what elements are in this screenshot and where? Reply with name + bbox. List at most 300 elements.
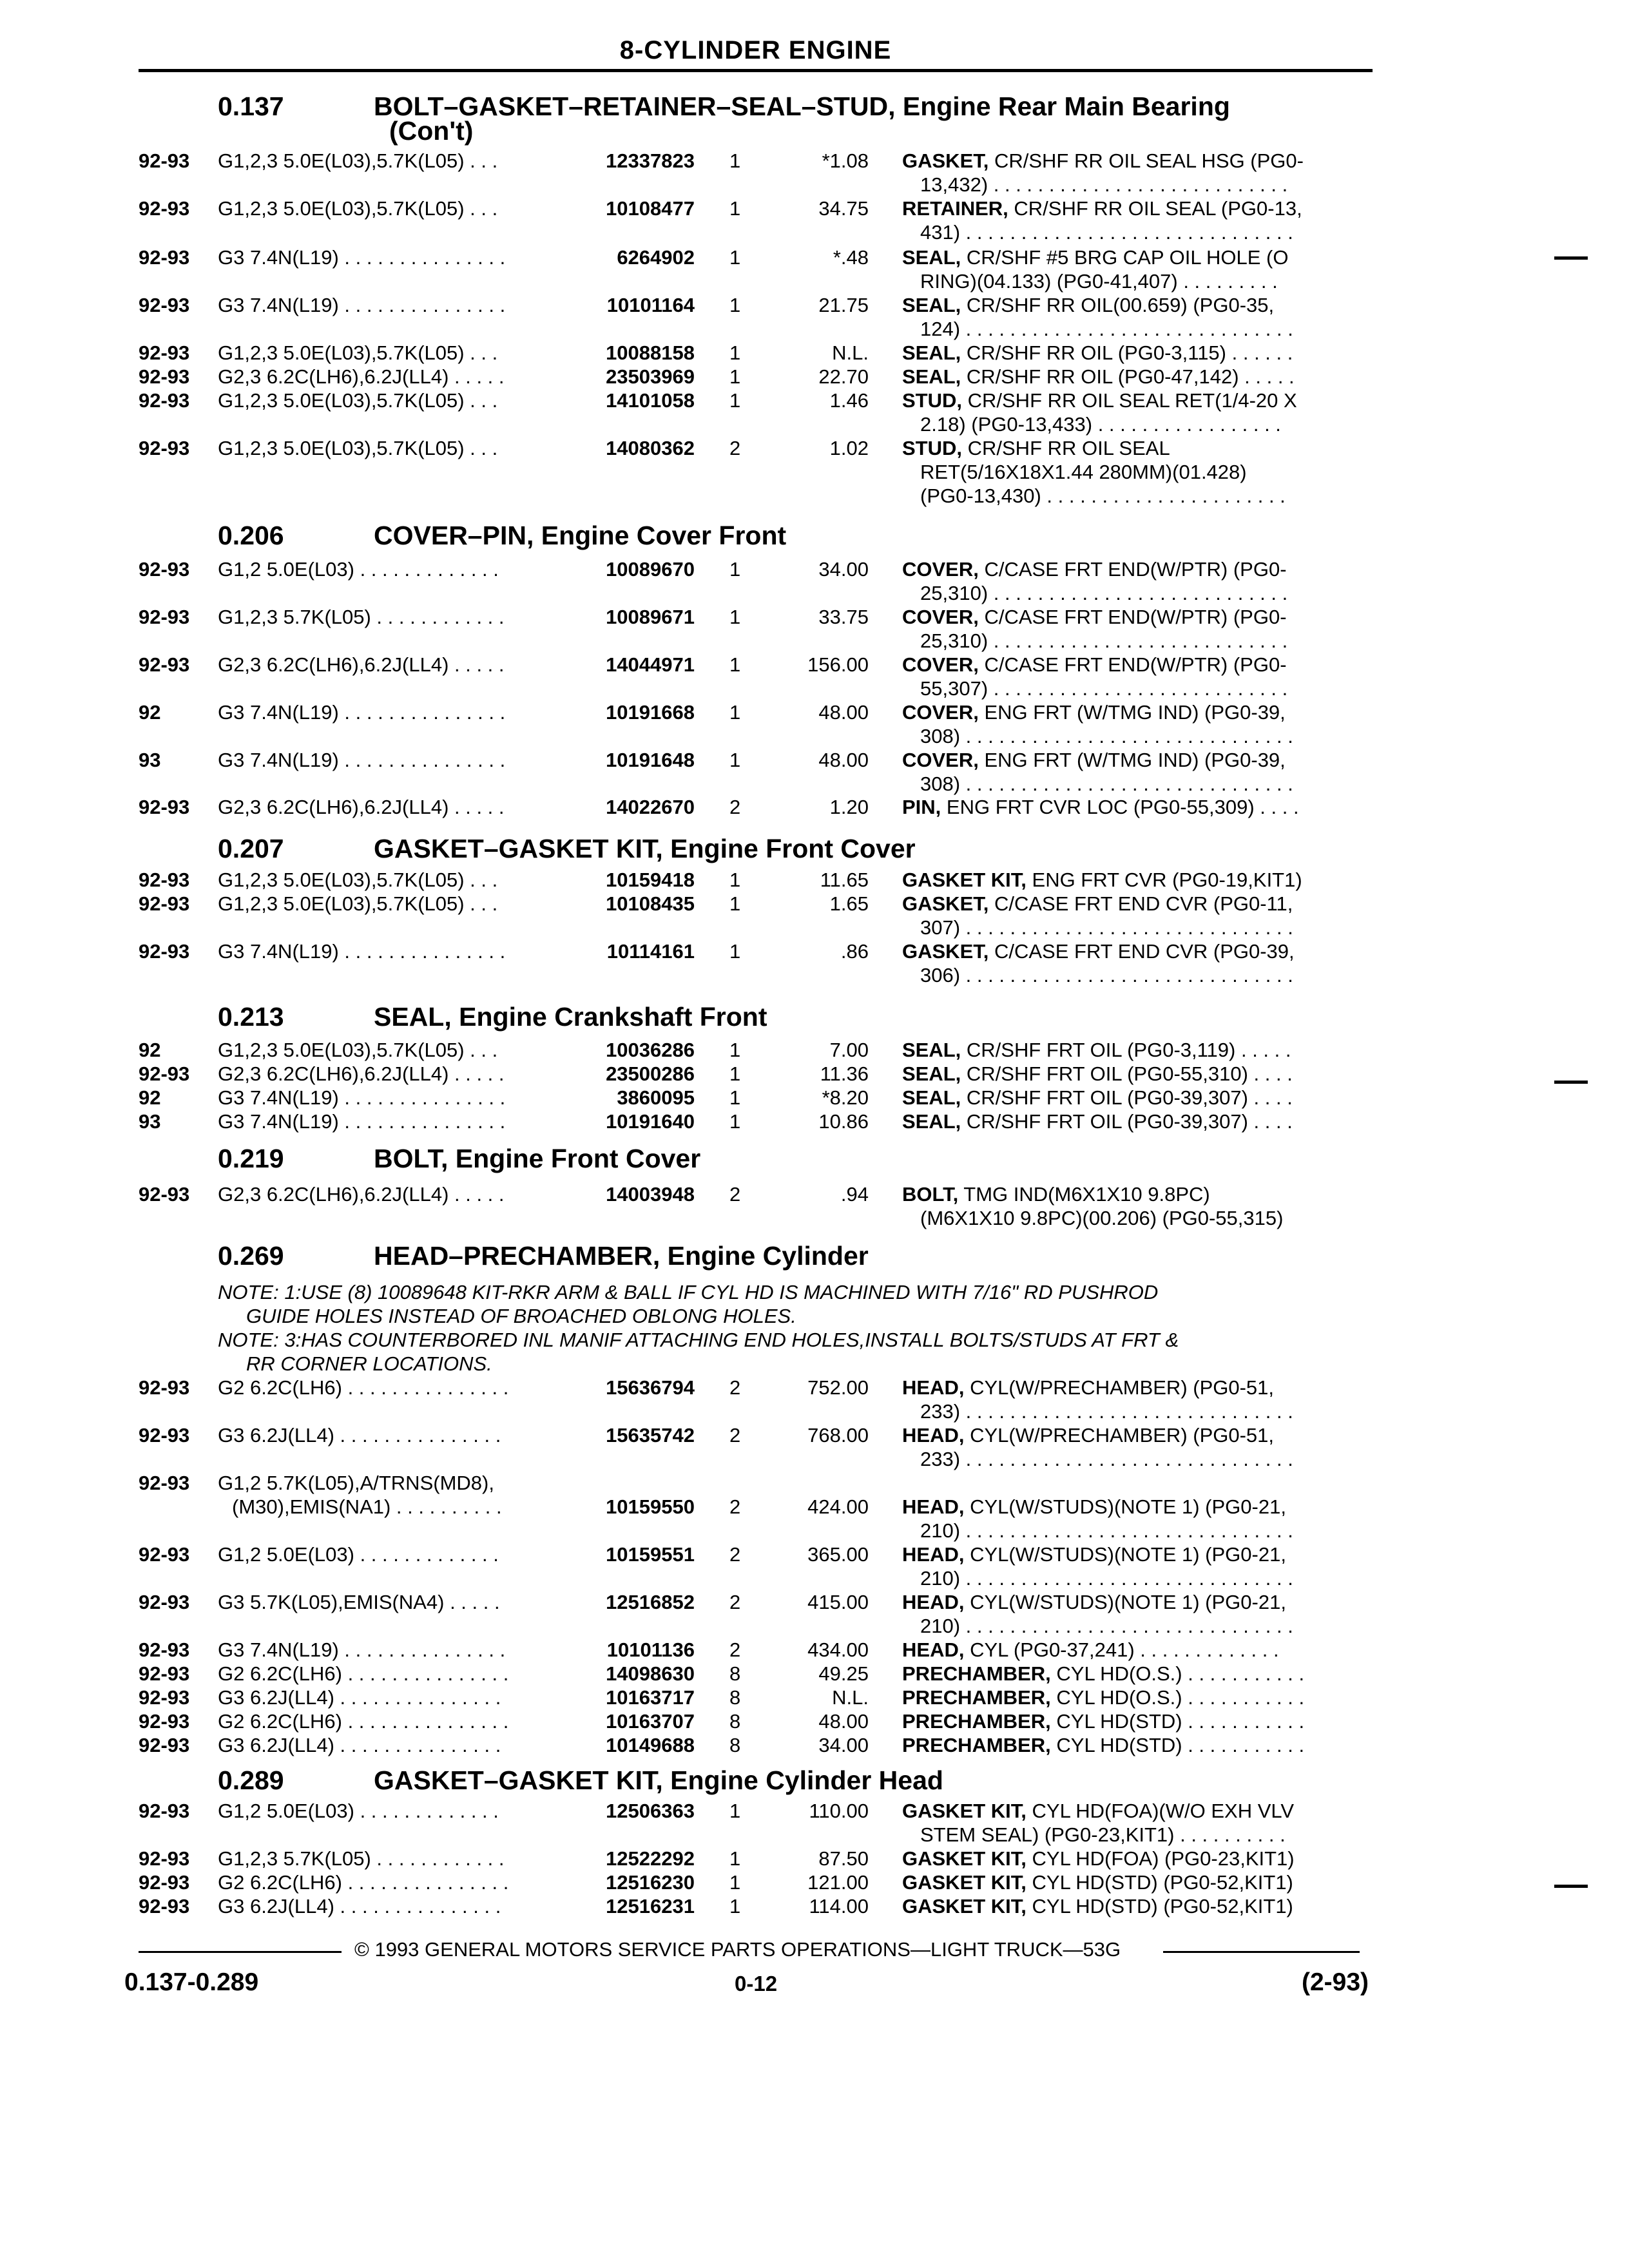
part-description	[902, 389, 1297, 412]
part-description-cont: 233) . . . . . . . . . . . . . . . . . . . . . . . . . . . . . .	[920, 1400, 1293, 1423]
part-detail: CYL HD(O.S.) . . . . . . . . . . .	[1050, 1662, 1305, 1685]
model-years: 92	[139, 1086, 161, 1109]
part-number: 14044971	[606, 653, 695, 676]
part-name: HEAD,	[902, 1376, 965, 1399]
part-number: 3860095	[617, 1086, 695, 1109]
part-description	[902, 1800, 1294, 1823]
part-description	[902, 1871, 1293, 1894]
part-name: PRECHAMBER,	[902, 1662, 1051, 1685]
vehicle-model: G3 6.2J(LL4) . . . . . . . . . . . . . . .	[218, 1895, 501, 1917]
part-description	[902, 149, 1304, 173]
price: .86	[840, 940, 869, 963]
quantity: 2	[729, 1424, 741, 1446]
part-detail: TMG IND(M6X1X10 9.8PC)	[958, 1183, 1210, 1206]
price: 156.00	[807, 653, 869, 676]
quantity: 1	[729, 653, 741, 676]
part-detail: CYL HD(STD) (PG0-52,KIT1)	[1026, 1895, 1293, 1917]
quantity: 1	[729, 869, 741, 891]
price: N.L.	[832, 341, 869, 364]
quantity: 1	[729, 1871, 741, 1894]
part-name: HEAD,	[902, 1639, 965, 1661]
part-description-cont: 210) . . . . . . . . . . . . . . . . . . . . . . . . . . . . . .	[920, 1567, 1293, 1590]
section-number: 0.289	[218, 1765, 284, 1795]
model-years: 92	[139, 701, 161, 724]
model-years: 92	[139, 1039, 161, 1061]
quantity: 1	[729, 749, 741, 771]
page-title: 8-CYLINDER ENGINE	[619, 36, 892, 64]
price: 121.00	[807, 1871, 869, 1894]
part-description-cont: 55,307) . . . . . . . . . . . . . . . . . . . . . . . . . . .	[920, 677, 1288, 700]
vehicle-model: G1,2,3 5.0E(L03),5.7K(L05) . . .	[218, 389, 498, 412]
part-description	[902, 1062, 1293, 1086]
part-number: 14098630	[606, 1662, 695, 1685]
section-name: SEAL, Engine Crankshaft Front	[374, 1002, 767, 1032]
part-description-cont: (PG0-13,430) . . . . . . . . . . . . . . . . . . . . . .	[920, 485, 1286, 507]
quantity: 1	[729, 389, 741, 412]
part-detail: C/CASE FRT END(W/PTR) (PG0-	[978, 558, 1287, 581]
part-description	[902, 1710, 1304, 1733]
model-years: 92-93	[139, 1734, 190, 1756]
quantity: 1	[729, 294, 741, 316]
price: 424.00	[807, 1495, 869, 1518]
model-years: 92-93	[139, 653, 190, 676]
model-years: 92-93	[139, 1871, 190, 1894]
section-number: 0.219	[218, 1144, 284, 1173]
part-description-cont: 25,310) . . . . . . . . . . . . . . . . . . . . . . . . . . .	[920, 582, 1288, 604]
part-description	[902, 1039, 1291, 1062]
part-description	[902, 1110, 1293, 1133]
part-description	[902, 197, 1302, 220]
part-number: 12516231	[606, 1895, 695, 1917]
part-description	[902, 1543, 1286, 1566]
part-number: 10036286	[606, 1039, 695, 1061]
part-detail: ENG FRT CVR (PG0-19,KIT1)	[1026, 869, 1302, 891]
vehicle-model: G1,2 5.7K(L05),A/TRNS(MD8),	[218, 1472, 494, 1494]
price: 22.70	[818, 365, 869, 388]
quantity: 1	[729, 1800, 741, 1822]
part-description	[902, 1847, 1295, 1870]
quantity: 1	[729, 558, 741, 581]
model-years: 92-93	[139, 1591, 190, 1613]
price: 49.25	[818, 1662, 869, 1685]
quantity: 1	[729, 1847, 741, 1870]
model-years: 92-93	[139, 294, 190, 316]
part-name: PRECHAMBER,	[902, 1734, 1051, 1756]
price: 114.00	[809, 1895, 869, 1917]
part-description-cont: 210) . . . . . . . . . . . . . . . . . . . . . . . . . . . . . .	[920, 1519, 1293, 1542]
part-number: 12506363	[606, 1800, 695, 1822]
model-years: 92-93	[139, 246, 190, 269]
part-number: 10101164	[606, 294, 695, 316]
vehicle-model: G2 6.2C(LH6) . . . . . . . . . . . . . . .	[218, 1710, 509, 1733]
price: 768.00	[807, 1424, 869, 1446]
part-number: 10108477	[606, 197, 695, 220]
section-name: COVER–PIN, Engine Cover Front	[374, 521, 787, 550]
part-name: HEAD,	[902, 1543, 965, 1566]
part-name: COVER,	[902, 653, 979, 676]
part-number: 10108435	[606, 892, 695, 915]
price: 21.75	[818, 294, 869, 316]
quantity: 2	[729, 1639, 741, 1661]
quantity: 1	[729, 1039, 741, 1061]
vehicle-model: G1,2,3 5.0E(L03),5.7K(L05) . . .	[218, 341, 498, 364]
part-name: SEAL,	[902, 246, 961, 269]
margin-mark	[1554, 1885, 1588, 1888]
model-years: 92-93	[139, 1424, 190, 1446]
quantity: 1	[729, 940, 741, 963]
model-years: 92-93	[139, 1847, 190, 1870]
part-number: 15635742	[606, 1424, 695, 1446]
vehicle-model: G2,3 6.2C(LH6),6.2J(LL4) . . . . .	[218, 1062, 505, 1085]
price: 33.75	[818, 606, 869, 628]
part-detail: CYL HD(FOA) (PG0-23,KIT1)	[1026, 1847, 1295, 1870]
part-description	[902, 701, 1286, 724]
part-detail: CR/SHF RR OIL SEAL	[962, 437, 1170, 459]
part-detail: ENG FRT (W/TMG IND) (PG0-39,	[978, 749, 1286, 771]
vehicle-model: G1,2,3 5.0E(L03),5.7K(L05) . . .	[218, 149, 498, 172]
part-description-cont: 124) . . . . . . . . . . . . . . . . . . . . . . . . . . . . . .	[920, 318, 1293, 340]
model-years: 92-93	[139, 1895, 190, 1917]
part-name: GASKET KIT,	[902, 1871, 1027, 1894]
part-detail: CR/SHF RR OIL SEAL RET(1/4-20 X	[962, 389, 1297, 412]
quantity: 2	[729, 437, 741, 459]
part-number: 12516230	[606, 1871, 695, 1894]
model-years: 92-93	[139, 341, 190, 364]
part-number: 10159551	[606, 1543, 695, 1566]
footer-rule-right	[1163, 1951, 1360, 1953]
quantity: 1	[729, 701, 741, 724]
price: 110.00	[809, 1800, 869, 1822]
model-years: 92-93	[139, 796, 190, 818]
part-name: SEAL,	[902, 365, 961, 388]
part-name: GASKET KIT,	[902, 1847, 1027, 1870]
margin-mark	[1554, 1081, 1588, 1084]
section-number: 0.213	[218, 1002, 284, 1032]
part-description	[902, 246, 1288, 269]
part-description	[902, 606, 1287, 629]
part-name: RETAINER,	[902, 197, 1008, 220]
vehicle-model: G2,3 6.2C(LH6),6.2J(LL4) . . . . .	[218, 365, 505, 388]
vehicle-model: G3 7.4N(L19) . . . . . . . . . . . . . . .	[218, 940, 506, 963]
vehicle-model: G3 7.4N(L19) . . . . . . . . . . . . . . .	[218, 294, 506, 316]
part-number: 10191648	[606, 749, 695, 771]
vehicle-model: G1,2 5.0E(L03) . . . . . . . . . . . . .	[218, 558, 499, 581]
quantity: 1	[729, 1086, 741, 1109]
vehicle-model: G3 7.4N(L19) . . . . . . . . . . . . . . .	[218, 246, 506, 269]
section-note: NOTE: 1:USE (8) 10089648 KIT-RKR ARM & BALL IF CYL HD IS MACHINED WITH 7/16" RD PUSHROD	[218, 1281, 1159, 1303]
vehicle-model: G3 6.2J(LL4) . . . . . . . . . . . . . . .	[218, 1686, 501, 1709]
part-name: SEAL,	[902, 1086, 961, 1109]
quantity: 8	[729, 1734, 741, 1756]
part-name: GASKET KIT,	[902, 1800, 1027, 1822]
part-name: GASKET,	[902, 940, 989, 963]
price: 48.00	[818, 1710, 869, 1733]
quantity: 1	[729, 246, 741, 269]
vehicle-model: G3 7.4N(L19) . . . . . . . . . . . . . . .	[218, 701, 506, 724]
part-detail: CYL HD(O.S.) . . . . . . . . . . .	[1050, 1686, 1305, 1709]
vehicle-model: G3 7.4N(L19) . . . . . . . . . . . . . . .	[218, 749, 506, 771]
section-note: GUIDE HOLES INSTEAD OF BROACHED OBLONG HOLES.	[246, 1305, 796, 1327]
part-number: 14101058	[606, 389, 695, 412]
vehicle-model: G1,2,3 5.0E(L03),5.7K(L05) . . .	[218, 869, 498, 891]
part-description-cont: 431) . . . . . . . . . . . . . . . . . . . . . . . . . . . . . .	[920, 221, 1293, 244]
part-number: 10163707	[606, 1710, 695, 1733]
part-name: BOLT,	[902, 1183, 959, 1206]
part-description-cont: RING)(04.133) (PG0-41,407) . . . . . . . . .	[920, 270, 1278, 293]
part-detail: CR/SHF RR OIL(00.659) (PG0-35,	[961, 294, 1275, 316]
part-number: 10191668	[606, 701, 695, 724]
part-number: 14080362	[606, 437, 695, 459]
vehicle-model: G2,3 6.2C(LH6),6.2J(LL4) . . . . .	[218, 653, 505, 676]
part-name: PRECHAMBER,	[902, 1686, 1051, 1709]
part-number: 12522292	[606, 1847, 695, 1870]
price: 87.50	[818, 1847, 869, 1870]
quantity: 8	[729, 1710, 741, 1733]
part-number: 10089671	[606, 606, 695, 628]
vehicle-model: G3 5.7K(L05),EMIS(NA4) . . . . .	[218, 1591, 500, 1613]
model-years: 92-93	[139, 892, 190, 915]
part-name: PIN,	[902, 796, 941, 818]
vehicle-model: G3 6.2J(LL4) . . . . . . . . . . . . . . .	[218, 1734, 501, 1756]
vehicle-model: G3 6.2J(LL4) . . . . . . . . . . . . . . .	[218, 1424, 501, 1446]
part-detail: C/CASE FRT END CVR (PG0-11,	[988, 892, 1293, 915]
model-years: 92-93	[139, 1376, 190, 1399]
vehicle-model: G2,3 6.2C(LH6),6.2J(LL4) . . . . .	[218, 1183, 505, 1206]
part-name: STUD,	[902, 389, 962, 412]
quantity: 1	[729, 341, 741, 364]
model-years: 92-93	[139, 1686, 190, 1709]
part-description	[902, 1895, 1293, 1918]
vehicle-model: G1,2 5.0E(L03) . . . . . . . . . . . . .	[218, 1800, 499, 1822]
part-description-cont: 233) . . . . . . . . . . . . . . . . . . . . . . . . . . . . . .	[920, 1448, 1293, 1470]
section-name: GASKET–GASKET KIT, Engine Front Cover	[374, 834, 916, 863]
part-description	[902, 1734, 1304, 1757]
part-description	[902, 365, 1295, 389]
part-name: COVER,	[902, 749, 979, 771]
vehicle-model: G3 7.4N(L19) . . . . . . . . . . . . . . .	[218, 1639, 506, 1661]
part-detail: CYL(W/PRECHAMBER) (PG0-51,	[964, 1424, 1275, 1446]
vehicle-model: G3 7.4N(L19) . . . . . . . . . . . . . . .	[218, 1110, 506, 1133]
part-number: 12337823	[606, 149, 695, 172]
part-number: 6264902	[617, 246, 695, 269]
price: 11.65	[820, 869, 869, 891]
part-number: 14003948	[606, 1183, 695, 1206]
model-years: 92-93	[139, 1183, 190, 1206]
part-name: COVER,	[902, 701, 979, 724]
part-detail: ENG FRT CVR LOC (PG0-55,309) . . . .	[941, 796, 1299, 818]
part-number: 23503969	[606, 365, 695, 388]
section-number: 0.207	[218, 834, 284, 863]
model-years: 92-93	[139, 1662, 190, 1685]
part-description	[902, 653, 1287, 677]
vehicle-model: G1,2,3 5.0E(L03),5.7K(L05) . . .	[218, 892, 498, 915]
part-number: 14022670	[606, 796, 695, 818]
part-name: GASKET KIT,	[902, 869, 1027, 891]
model-years: 93	[139, 1110, 161, 1133]
vehicle-model: G2,3 6.2C(LH6),6.2J(LL4) . . . . .	[218, 796, 505, 818]
vehicle-model: G1,2,3 5.0E(L03),5.7K(L05) . . .	[218, 437, 498, 459]
section-name: BOLT–GASKET–RETAINER–SEAL–STUD, Engine Rear Main Bearing	[374, 91, 1230, 121]
quantity: 2	[729, 1376, 741, 1399]
part-description-cont: 13,432) . . . . . . . . . . . . . . . . . . . . . . . . . . .	[920, 173, 1288, 196]
part-detail: CYL(W/STUDS)(NOTE 1) (PG0-21,	[964, 1591, 1286, 1613]
section-note: RR CORNER LOCATIONS.	[246, 1352, 492, 1375]
part-name: GASKET,	[902, 149, 989, 172]
part-detail: CR/SHF #5 BRG CAP OIL HOLE (O	[961, 246, 1289, 269]
part-description	[902, 749, 1286, 772]
footer-section-range: 0.137-0.289	[124, 1968, 259, 1996]
part-detail: CYL HD(STD) . . . . . . . . . . .	[1050, 1710, 1305, 1733]
vehicle-model: G2 6.2C(LH6) . . . . . . . . . . . . . . .	[218, 1662, 509, 1685]
quantity: 8	[729, 1686, 741, 1709]
vehicle-model: G1,2,3 5.0E(L03),5.7K(L05) . . .	[218, 197, 498, 220]
part-name: SEAL,	[902, 1110, 961, 1133]
price: 34.75	[818, 197, 869, 220]
part-description-cont: 306) . . . . . . . . . . . . . . . . . . . . . . . . . . . . . .	[920, 964, 1293, 986]
quantity: 1	[729, 197, 741, 220]
part-detail: CYL(W/STUDS)(NOTE 1) (PG0-21,	[964, 1495, 1286, 1518]
model-years: 92-93	[139, 365, 190, 388]
part-name: SEAL,	[902, 341, 961, 364]
section-number: 0.137	[218, 91, 284, 121]
part-name: HEAD,	[902, 1591, 965, 1613]
part-description	[902, 796, 1299, 819]
part-description	[902, 1591, 1286, 1614]
footer-rule-left	[139, 1951, 342, 1953]
vehicle-model: G2 6.2C(LH6) . . . . . . . . . . . . . . .	[218, 1871, 509, 1894]
part-name: COVER,	[902, 558, 979, 581]
part-description-cont: 308) . . . . . . . . . . . . . . . . . . . . . . . . . . . . . .	[920, 725, 1293, 747]
price: 11.36	[820, 1062, 869, 1085]
model-years: 92-93	[139, 389, 190, 412]
part-detail: CR/SHF FRT OIL (PG0-39,307) . . . .	[961, 1086, 1293, 1109]
part-description-cont: STEM SEAL) (PG0-23,KIT1) . . . . . . . . . .	[920, 1823, 1286, 1846]
part-detail: C/CASE FRT END(W/PTR) (PG0-	[978, 653, 1287, 676]
part-description	[902, 1424, 1274, 1447]
price: 10.86	[818, 1110, 869, 1133]
vehicle-model: G1,2,3 5.7K(L05) . . . . . . . . . . . .	[218, 1847, 505, 1870]
model-years: 92-93	[139, 1639, 190, 1661]
part-detail: CYL(W/PRECHAMBER) (PG0-51,	[964, 1376, 1275, 1399]
vehicle-model: G1,2,3 5.7K(L05) . . . . . . . . . . . .	[218, 606, 505, 628]
part-detail: CR/SHF RR OIL SEAL HSG (PG0-	[988, 149, 1304, 172]
model-years: 92-93	[139, 149, 190, 172]
section-note: NOTE: 3:HAS COUNTERBORED INL MANIF ATTACHING END HOLES,INSTALL BOLTS/STUDS AT FRT &	[218, 1329, 1179, 1351]
part-detail: CR/SHF FRT OIL (PG0-3,119) . . . . .	[961, 1039, 1291, 1061]
price: 415.00	[807, 1591, 869, 1613]
part-number: 10163717	[606, 1686, 695, 1709]
part-number: 10088158	[606, 341, 695, 364]
part-name: SEAL,	[902, 1039, 961, 1061]
section-name: HEAD–PRECHAMBER, Engine Cylinder	[374, 1241, 869, 1271]
part-description	[902, 1495, 1286, 1519]
part-name: STUD,	[902, 437, 962, 459]
part-description-cont: 308) . . . . . . . . . . . . . . . . . . . . . . . . . . . . . .	[920, 773, 1293, 795]
part-number: 10159418	[606, 869, 695, 891]
footer-copyright: © 1993 GENERAL MOTORS SERVICE PARTS OPERATIONS—LIGHT TRUCK—53G	[354, 1938, 1121, 1961]
part-detail: C/CASE FRT END CVR (PG0-39,	[988, 940, 1295, 963]
quantity: 1	[729, 365, 741, 388]
part-detail: CYL HD(FOA)(W/O EXH VLV	[1026, 1800, 1295, 1822]
price: 34.00	[818, 558, 869, 581]
part-name: SEAL,	[902, 294, 961, 316]
quantity: 1	[729, 1110, 741, 1133]
part-number: 10089670	[606, 558, 695, 581]
part-name: COVER,	[902, 606, 979, 628]
part-number: 10191640	[606, 1110, 695, 1133]
quantity: 1	[729, 606, 741, 628]
vehicle-model: G1,2,3 5.0E(L03),5.7K(L05) . . .	[218, 1039, 498, 1061]
part-description-cont: RET(5/16X18X1.44 280MM)(01.428)	[920, 461, 1247, 483]
footer-page-number: 0-12	[735, 1972, 778, 1995]
part-description-cont: (M6X1X10 9.8PC)(00.206) (PG0-55,315)	[920, 1207, 1284, 1229]
part-description	[902, 1376, 1274, 1399]
price: 434.00	[807, 1639, 869, 1661]
margin-mark	[1554, 256, 1588, 260]
part-detail: CYL HD(STD) . . . . . . . . . . .	[1050, 1734, 1305, 1756]
price: 48.00	[818, 701, 869, 724]
part-number: 10149688	[606, 1734, 695, 1756]
part-name: PRECHAMBER,	[902, 1710, 1051, 1733]
part-description-cont: 210) . . . . . . . . . . . . . . . . . . . . . . . . . . . . . .	[920, 1615, 1293, 1637]
quantity: 2	[729, 1591, 741, 1613]
part-description	[902, 892, 1293, 916]
model-years: 92-93	[139, 869, 190, 891]
part-description	[902, 341, 1293, 365]
part-detail: CYL (PG0-37,241) . . . . . . . . . . . . .	[964, 1639, 1279, 1661]
quantity: 2	[729, 796, 741, 818]
part-number: 15636794	[606, 1376, 695, 1399]
section-number: 0.269	[218, 1241, 284, 1271]
quantity: 1	[729, 892, 741, 915]
quantity: 2	[729, 1183, 741, 1206]
part-description-cont: 307) . . . . . . . . . . . . . . . . . . . . . . . . . . . . . .	[920, 916, 1293, 939]
section-name: GASKET–GASKET KIT, Engine Cylinder Head	[374, 1765, 943, 1795]
model-years: 92-93	[139, 197, 190, 220]
part-name: SEAL,	[902, 1062, 961, 1085]
model-years: 92-93	[139, 1472, 190, 1494]
quantity: 8	[729, 1662, 741, 1685]
part-description	[902, 294, 1274, 317]
part-name: HEAD,	[902, 1495, 965, 1518]
model-years: 92-93	[139, 1062, 190, 1085]
part-description	[902, 869, 1302, 892]
price: *8.20	[822, 1086, 869, 1109]
quantity: 1	[729, 149, 741, 172]
part-number: 12516852	[606, 1591, 695, 1613]
price: N.L.	[832, 1686, 869, 1709]
part-detail: ENG FRT (W/TMG IND) (PG0-39,	[978, 701, 1286, 724]
price: 1.02	[829, 437, 869, 459]
section-continued: (Con't)	[389, 116, 474, 146]
part-detail: C/CASE FRT END(W/PTR) (PG0-	[978, 606, 1287, 628]
price: 34.00	[818, 1734, 869, 1756]
part-detail: CR/SHF FRT OIL (PG0-39,307) . . . .	[961, 1110, 1293, 1133]
part-detail: CR/SHF FRT OIL (PG0-55,310) . . . .	[961, 1062, 1293, 1085]
section-number: 0.206	[218, 521, 284, 550]
part-description	[902, 558, 1287, 581]
price: 1.46	[829, 389, 869, 412]
part-description	[902, 1183, 1210, 1206]
part-name: HEAD,	[902, 1424, 965, 1446]
title-rule	[139, 69, 1373, 72]
price: .94	[840, 1183, 869, 1206]
price: *1.08	[822, 149, 869, 172]
part-name: GASKET,	[902, 892, 989, 915]
part-number: 10101136	[606, 1639, 695, 1661]
part-description	[902, 1686, 1304, 1709]
part-description	[902, 437, 1170, 460]
